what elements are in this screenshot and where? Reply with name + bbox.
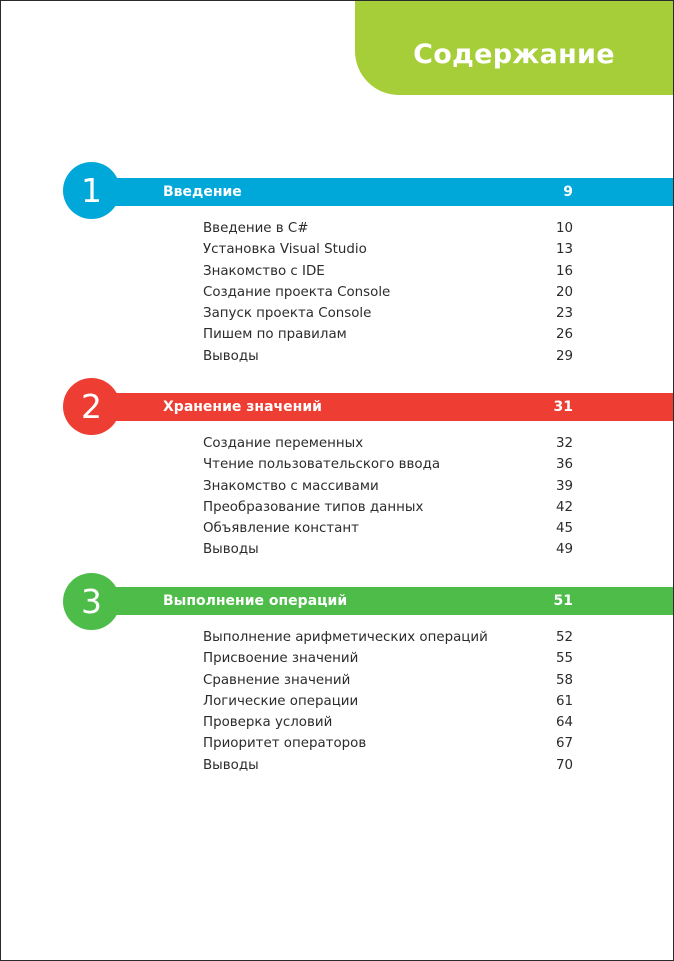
toc-entry[interactable] <box>203 346 573 367</box>
chapter-title: Введение <box>163 184 242 200</box>
toc-entry[interactable] <box>203 261 573 282</box>
toc-entry[interactable] <box>203 454 573 475</box>
entry-page-number: 67 <box>555 736 573 752</box>
page-title: Содержание <box>413 38 615 70</box>
chapter-title: Хранение значений <box>163 399 322 415</box>
chapter-number: 2 <box>81 387 102 426</box>
entry-label: Логические операции <box>203 693 359 709</box>
chapter-page-number: 31 <box>553 399 573 415</box>
chapter-entries <box>203 627 573 776</box>
entry-label: Знакомство с массивами <box>203 478 379 494</box>
entry-page-number: 61 <box>555 693 573 709</box>
chapter-heading-bar[interactable] <box>91 178 674 206</box>
toc-entry[interactable] <box>203 324 573 345</box>
entry-label: Запуск проекта Console <box>203 306 372 322</box>
toc-entry[interactable] <box>203 712 573 733</box>
entry-page-number: 42 <box>555 499 573 515</box>
entry-label: Выводы <box>203 348 259 364</box>
toc-entry[interactable] <box>203 755 573 776</box>
entry-label: Преобразование типов данных <box>203 499 424 515</box>
toc-entry[interactable] <box>203 497 573 518</box>
toc-entry[interactable] <box>203 218 573 239</box>
chapter-number: 3 <box>81 582 102 621</box>
toc-entry[interactable] <box>203 239 573 260</box>
entry-page-number: 52 <box>555 630 573 645</box>
entry-label: Чтение пользовательского ввода <box>203 457 441 473</box>
entry-label: Создание переменных <box>203 436 364 451</box>
entry-label: Выводы <box>203 542 259 558</box>
toc-entry[interactable] <box>203 433 573 454</box>
toc-entry[interactable] <box>203 627 573 648</box>
toc-entry[interactable] <box>203 691 573 712</box>
toc-entry[interactable] <box>203 670 573 691</box>
entry-page-number: 58 <box>555 672 573 688</box>
entry-page-number: 10 <box>555 221 573 236</box>
entry-label: Пишем по правилам <box>203 327 347 343</box>
toc-entry[interactable] <box>203 282 573 303</box>
entry-label: Введение в C# <box>203 221 309 236</box>
entry-page-number: 70 <box>555 757 573 773</box>
entry-page-number: 39 <box>555 478 573 494</box>
entry-page-number: 20 <box>555 284 573 300</box>
entry-page-number: 55 <box>555 651 573 667</box>
chapter-title: Выполнение операций <box>163 593 348 609</box>
entry-label: Создание проекта Console <box>203 284 391 300</box>
toc-entry[interactable] <box>203 539 573 560</box>
chapter-number-badge <box>63 378 120 435</box>
entry-label: Присвоение значений <box>203 651 359 667</box>
entry-label: Проверка условий <box>203 715 333 731</box>
chapter-entries <box>203 218 573 367</box>
chapter-number-badge <box>63 162 120 219</box>
toc-entry[interactable] <box>203 648 573 669</box>
entry-label: Выводы <box>203 757 259 773</box>
entry-page-number: 64 <box>555 715 573 731</box>
chapter-page-number: 9 <box>563 184 573 200</box>
entry-label: Установка Visual Studio <box>203 242 367 258</box>
toc-entry[interactable] <box>203 518 573 539</box>
entry-page-number: 23 <box>555 306 573 322</box>
entry-page-number: 29 <box>555 348 573 364</box>
entry-label: Приоритет операторов <box>203 736 367 752</box>
toc-entry[interactable] <box>203 303 573 324</box>
chapter-entries <box>203 433 573 561</box>
entry-page-number: 45 <box>555 521 573 537</box>
entry-label: Сравнение значений <box>203 672 351 688</box>
toc-entry[interactable] <box>203 476 573 497</box>
chapter-heading-bar[interactable] <box>91 393 674 421</box>
chapter-number-badge <box>63 573 120 630</box>
entry-page-number: 36 <box>555 457 573 473</box>
chapter-number: 1 <box>81 171 102 210</box>
entry-label: Объявление констант <box>203 521 359 537</box>
entry-page-number: 26 <box>555 327 573 343</box>
chapter-page-number: 51 <box>553 593 573 609</box>
toc-title-tab <box>355 1 673 95</box>
toc-entry[interactable] <box>203 733 573 754</box>
entry-page-number: 32 <box>555 436 573 451</box>
entry-page-number: 49 <box>555 542 573 558</box>
entry-page-number: 16 <box>555 263 573 279</box>
entry-label: Выполнение арифметических операций <box>203 630 488 645</box>
entry-label: Знакомство с IDE <box>203 263 325 279</box>
chapter-heading-bar[interactable] <box>91 587 674 615</box>
entry-page-number: 13 <box>555 242 573 258</box>
